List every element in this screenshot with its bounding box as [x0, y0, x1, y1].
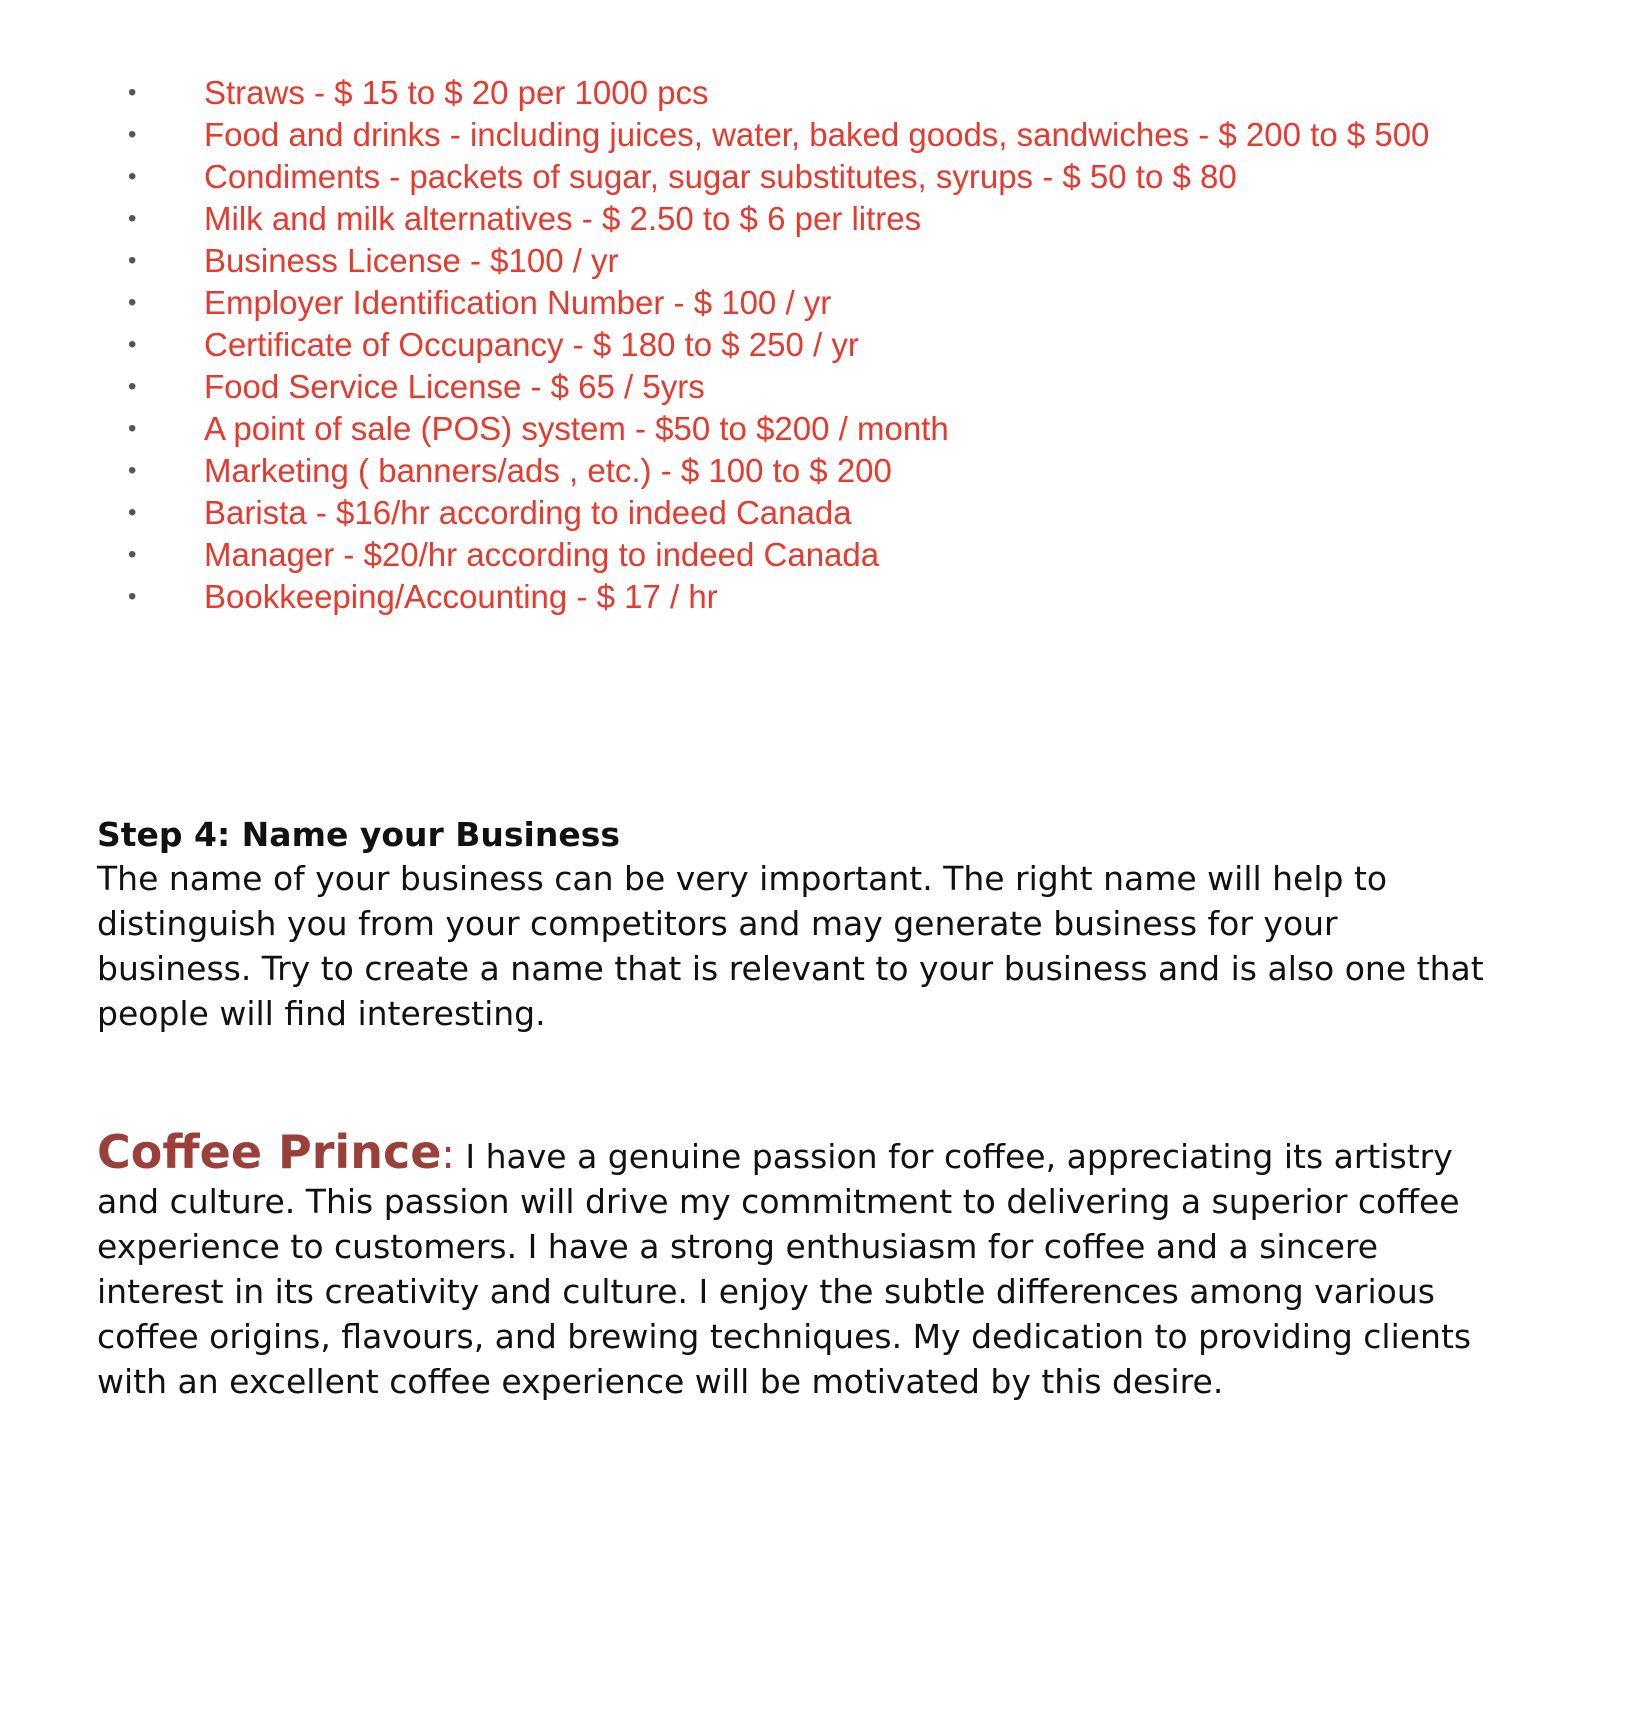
cost-item-text: Marketing ( banners/ads , etc.) - $ 100 to $ 200 [204, 452, 892, 489]
business-name-paragraph [97, 1125, 1497, 1404]
list-item [0, 450, 1464, 492]
list-item [0, 198, 1464, 240]
step4-section [97, 814, 1497, 1036]
list-item [0, 492, 1464, 534]
step4-body: The name of your business can be very important. The right name will help to distinguish you from your competitors and may generate business for your business. Try to create a name that is relevant to your business and is also one that people will find interesting. [97, 859, 1484, 1033]
bullet-icon: • [128, 415, 137, 442]
cost-item-text: Milk and milk alternatives - $ 2.50 to $ 6 per litres [204, 200, 922, 237]
bullet-icon: • [128, 121, 137, 148]
list-item [0, 282, 1464, 324]
cost-item-text: Food Service License - $ 65 / 5yrs [204, 368, 705, 405]
list-item [0, 72, 1464, 114]
list-item [0, 240, 1464, 282]
bullet-icon: • [128, 331, 137, 358]
cost-item-text: Barista - $16/hr according to indeed Canada [204, 494, 852, 531]
startup-cost-list [0, 72, 1650, 618]
bullet-icon: • [128, 79, 137, 106]
list-item [0, 366, 1464, 408]
list-item [0, 114, 1464, 156]
cost-item-text: Straws - $ 15 to $ 20 per 1000 pcs [204, 74, 709, 111]
business-name: Coffee Prince [97, 1125, 442, 1179]
bullet-icon: • [128, 457, 137, 484]
business-name-section [97, 1125, 1497, 1404]
bullet-icon: • [128, 247, 137, 274]
list-item [0, 408, 1464, 450]
bullet-icon: • [128, 583, 137, 610]
business-name-colon: : [441, 1132, 455, 1178]
bullet-icon: • [128, 163, 137, 190]
bullet-icon: • [128, 205, 137, 232]
business-description: I have a genuine passion for coffee, appreciating its artistry and culture. This passion will drive my commitment to delivering a superior coffee experience to customers. I have a strong enthusiasm for coffee and a sincere interest in its creativity and culture. I enjoy the subtle differences among various coffee origins, flavours, and brewing techniques. My dedication to providing clients with an excellent coffee experience will be motivated by this desire. [97, 1137, 1472, 1401]
bullet-icon: • [128, 499, 137, 526]
bullet-icon: • [128, 541, 137, 568]
list-item [0, 324, 1464, 366]
cost-item-text: Food and drinks - including juices, water, baked goods, sandwiches - $ 200 to $ 500 [204, 116, 1430, 153]
cost-item-text: A point of sale (POS) system - $50 to $200 / month [204, 410, 949, 447]
cost-item-text: Business License - $100 / yr [204, 242, 619, 279]
step4-heading: Step 4: Name your Business [97, 815, 621, 854]
cost-item-text: Bookkeeping/Accounting - $ 17 / hr [204, 578, 718, 615]
cost-item-text: Condiments - packets of sugar, sugar substitutes, syrups - $ 50 to $ 80 [204, 158, 1237, 195]
cost-item-text: Certificate of Occupancy - $ 180 to $ 250 / yr [204, 326, 859, 363]
cost-item-text: Manager - $20/hr according to indeed Canada [204, 536, 880, 573]
list-item [0, 534, 1464, 576]
cost-item-text: Employer Identification Number - $ 100 / yr [204, 284, 832, 321]
list-item [0, 156, 1464, 198]
list-item [0, 576, 1464, 618]
bullet-icon: • [128, 289, 137, 316]
bullet-icon: • [128, 373, 137, 400]
